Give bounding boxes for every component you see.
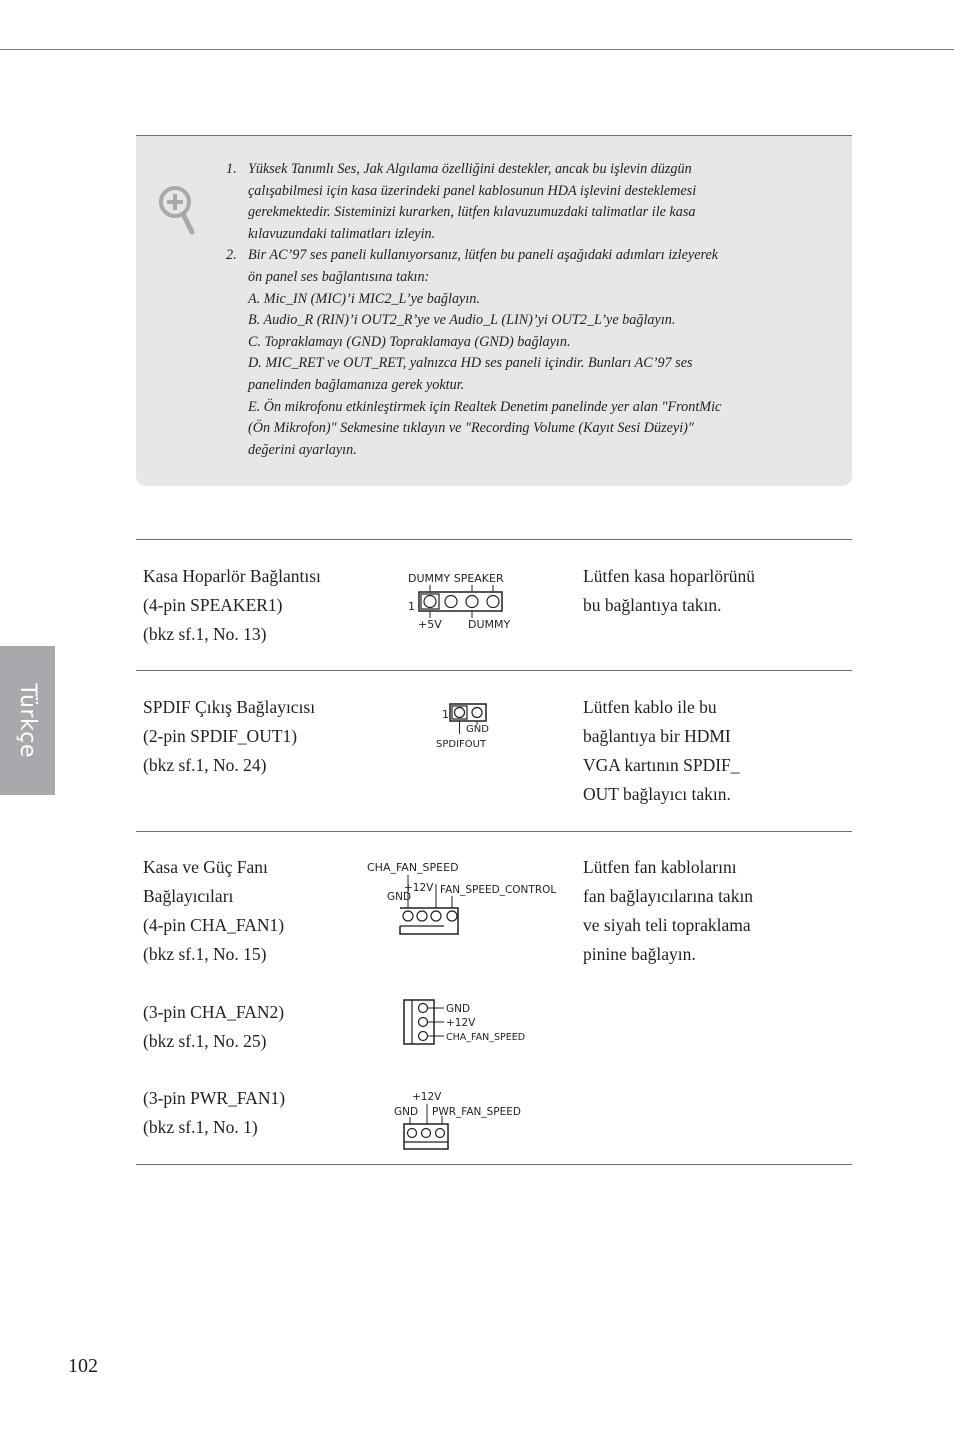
table-rule [136,670,852,671]
speaker-diagram-dummy: DUMMY [468,618,511,631]
table-rule-top [136,539,852,540]
cha-fan1-ref: (bkz sf.1, No. 15) [143,944,267,964]
speaker-diagram-5v: +5V [418,618,442,631]
fan-title: Kasa ve Güç Fanı [143,857,268,877]
speaker-title: Kasa Hoparlör Bağlantısı [143,566,321,586]
note-line: kılavuzundaki talimatları izleyin. [248,225,436,242]
cha-fan1-connector-diagram [364,856,568,938]
spdif-title: SPDIF Çıkış Bağlayıcısı [143,697,316,717]
spdif-instruction-line: bağlantıya bir HDMI [583,726,731,746]
note-line: panelinden bağlamanıza gerek yoktur. [248,376,465,393]
cha-fan1-diagram-control: FAN_SPEED_CONTROL [440,884,557,896]
cha-fan2-pin: (3-pin CHA_FAN2) [143,1002,285,1022]
note-line: (Ön Mikrofon)" Sekmesine tıklayın ve "Recording Volume (Kayıt Sesi Düzeyi)" [248,420,694,437]
spdif-diagram-out: SPDIFOUT [436,739,487,750]
table-rule-bottom [136,1164,852,1165]
cha-fan1-pin: (4-pin CHA_FAN1) [143,915,285,935]
note-line: D. MIC_RET ve OUT_RET, yalnızca HD ses paneli içindir. Bunları AC’97 ses [248,355,693,372]
cha-fan2-diagram-gnd: GND [446,1003,471,1015]
pwr-fan1-diagram-12v: +12V [412,1091,442,1103]
speaker-ref: (bkz sf.1, No. 13) [143,624,267,644]
note-line: C. Topraklamayı (GND) Topraklamaya (GND) bağlayın. [248,333,571,350]
note-line: çalışabilmesi için kasa üzerindeki panel kablosunun HDA işlevini desteklemesi [248,182,697,199]
speaker-diagram-top-label: DUMMY SPEAKER [408,572,504,585]
top-rule [0,49,954,50]
spdif-connector-diagram [432,698,502,752]
spdif-description [143,693,363,780]
cha-fan1-diagram-speed: CHA_FAN_SPEED [367,861,459,874]
pwr-fan1-diagram-gnd: GND [394,1106,419,1118]
fan-title-cont: Bağlayıcıları [143,886,234,906]
speaker-instruction [583,562,803,620]
spdif-instruction-line: OUT bağlayıcı takın. [583,784,731,804]
note-line: ön panel ses bağlantısına takın: [248,268,430,285]
pwr-fan1-pin: (3-pin PWR_FAN1) [143,1088,286,1108]
fan-instruction-line: pinine bağlayın. [583,944,696,964]
note-item-number: 2. [226,247,237,264]
note-line: Bir AC’97 ses paneli kullanıyorsanız, lütfen bu paneli aşağıdaki adımları izleyerek [248,247,719,264]
fan-description [143,853,363,969]
pwr-fan1-description [143,1084,363,1142]
speaker-diagram-pin1: 1 [408,600,415,613]
note-line: Yüksek Tanımlı Ses, Jak Algılama özelliğini destekler, ancak bu işlevin düzgün [248,161,692,177]
note-item-2 [226,245,791,461]
spdif-instruction-line: Lütfen kablo ile bu [583,697,717,717]
pwr-fan1-connector-diagram [390,1086,530,1152]
speaker-instruction-line: Lütfen kasa hoparlörünü [583,566,756,586]
spdif-instruction [583,693,803,809]
cha-fan2-diagram-12v: +12V [446,1017,476,1029]
side-tab-label: Türkçe [15,683,40,758]
note-line: E. Ön mikrofonu etkinleştirmek için Realtek Denetim panelinde yer alan "FrontMic [248,398,722,415]
magnifier-plus-icon [156,183,198,237]
cha-fan2-ref: (bkz sf.1, No. 25) [143,1031,267,1051]
fan-instruction-line: ve siyah teli topraklama [583,915,751,935]
note-line: değerini ayarlayın. [248,441,357,458]
spdif-ref: (bkz sf.1, No. 24) [143,755,267,775]
pwr-fan1-ref: (bkz sf.1, No. 1) [143,1117,258,1137]
note-text [226,159,791,461]
speaker-instruction-line: bu bağlantıya takın. [583,595,722,615]
cha-fan2-description [143,998,363,1056]
note-line: gerekmektedir. Sisteminizi kurarken, lütfen kılavuzumuzdaki talimatlar ile kasa [248,204,696,221]
speaker-pin: (4-pin SPEAKER1) [143,595,283,615]
note-line: B. Audio_R (RIN)’i OUT2_R’ye ve Audio_L (LIN)’yi OUT2_L’ye bağlayın. [248,312,676,329]
cha-fan1-diagram-gnd: GND [387,891,412,903]
language-side-tab [0,646,55,795]
speaker-description [143,562,363,649]
fan-instruction [583,853,803,969]
cha-fan1-diagram-12v: +12V [404,882,434,894]
spdif-pin: (2-pin SPDIF_OUT1) [143,726,298,746]
fan-instruction-line: fan bağlayıcılarına takın [583,886,754,906]
note-line: A. Mic_IN (MIC)’i MIC2_L’ye bağlayın. [248,290,480,307]
note-item-number: 1. [226,161,237,177]
spdif-diagram-gnd: GND [466,724,489,735]
speaker-connector-diagram [404,568,528,634]
pwr-fan1-diagram-speed: PWR_FAN_SPEED [432,1106,521,1118]
cha-fan2-connector-diagram [402,996,542,1048]
fan-instruction-line: Lütfen fan kablolarını [583,857,737,877]
cha-fan2-diagram-speed: CHA_FAN_SPEED [446,1032,526,1043]
spdif-instruction-line: VGA kartının SPDIF_ [583,755,740,775]
spdif-diagram-pin1: 1 [442,708,449,721]
table-rule [136,831,852,832]
note-item-1 [226,159,791,245]
page-number: 102 [68,1355,98,1377]
